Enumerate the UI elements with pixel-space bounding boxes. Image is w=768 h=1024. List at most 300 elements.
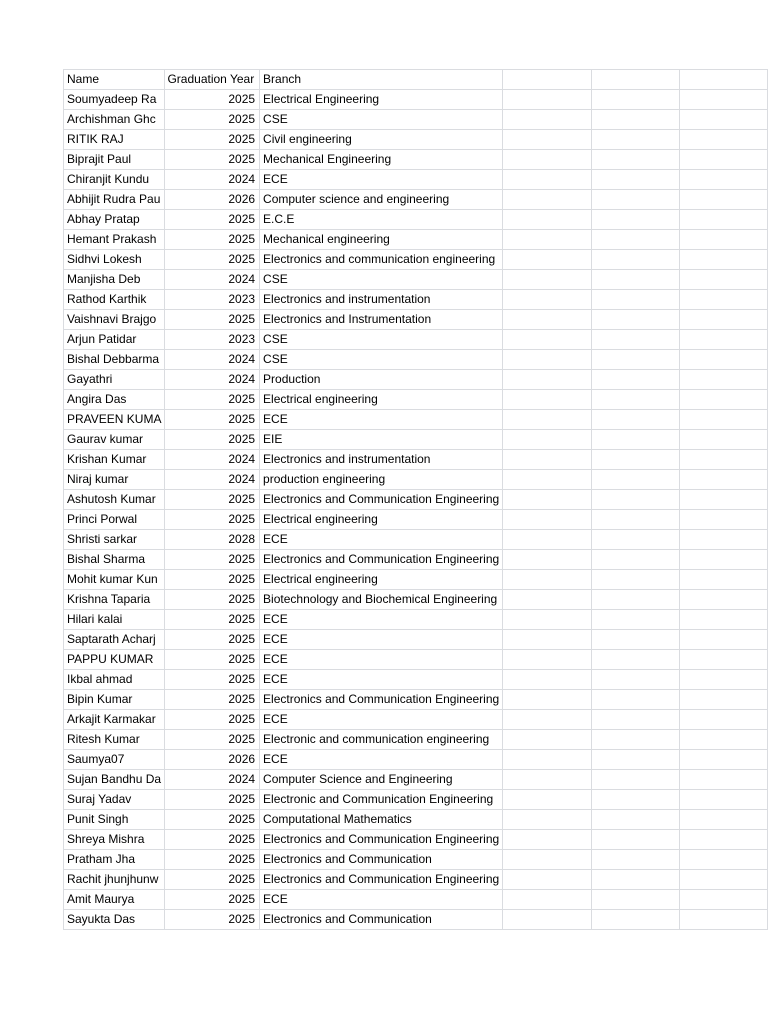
name-cell[interactable]: Ritesh Kumar [64,730,165,750]
empty-cell[interactable] [592,470,680,490]
header-branch[interactable]: Branch [260,70,503,90]
branch-cell[interactable] [260,150,503,170]
table-row [64,330,768,350]
year-cell[interactable]: 2025 [165,250,260,270]
empty-cell[interactable] [592,910,680,930]
year-cell[interactable]: 2025 [165,390,260,410]
empty-cell[interactable] [680,730,768,750]
branch-cell[interactable] [260,890,503,910]
empty-cell[interactable] [592,810,680,830]
branch-cell[interactable] [260,750,503,770]
empty-cell[interactable] [592,830,680,850]
empty-cell[interactable] [592,210,680,230]
empty-cell[interactable] [680,810,768,830]
year-cell[interactable]: 2025 [165,670,260,690]
year-cell[interactable]: 2023 [165,290,260,310]
empty-cell[interactable] [503,350,592,370]
branch-text: Electronics and communication engineering [263,252,496,266]
empty-cell[interactable] [503,470,592,490]
year-cell[interactable]: 2025 [165,610,260,630]
name-cell[interactable]: Arjun Patidar [64,330,165,350]
branch-cell[interactable] [260,630,503,650]
branch-text: Electrical engineering [263,392,378,406]
empty-cell[interactable] [503,170,592,190]
empty-cell[interactable] [592,110,680,130]
empty-cell[interactable] [503,290,592,310]
empty-cell[interactable] [680,70,768,90]
name-cell[interactable]: Ashutosh Kumar [64,490,165,510]
name-cell[interactable]: Angira Das [64,390,165,410]
empty-cell[interactable] [592,450,680,470]
empty-cell[interactable] [503,310,592,330]
branch-cell[interactable] [260,850,503,870]
empty-cell[interactable] [592,610,680,630]
empty-cell[interactable] [503,910,592,930]
year-cell[interactable]: 2026 [165,190,260,210]
empty-cell[interactable] [680,870,768,890]
branch-cell[interactable] [260,250,503,270]
empty-cell[interactable] [680,910,768,930]
empty-cell[interactable] [680,770,768,790]
year-cell[interactable]: 2025 [165,850,260,870]
empty-cell[interactable] [503,770,592,790]
year-cell[interactable]: 2025 [165,910,260,930]
year-cell[interactable]: 2025 [165,790,260,810]
empty-cell[interactable] [503,750,592,770]
branch-cell[interactable] [260,590,503,610]
year-cell[interactable]: 2025 [165,510,260,530]
empty-cell[interactable] [680,530,768,550]
branch-cell[interactable] [260,650,503,670]
name-cell[interactable]: Ikbal ahmad [64,670,165,690]
empty-cell[interactable] [503,70,592,90]
empty-cell[interactable] [503,790,592,810]
empty-cell[interactable] [592,70,680,90]
empty-cell[interactable] [680,470,768,490]
branch-cell[interactable] [260,390,503,410]
empty-cell[interactable] [503,150,592,170]
empty-cell[interactable] [592,570,680,590]
year-cell[interactable]: 2024 [165,170,260,190]
year-cell[interactable]: 2023 [165,330,260,350]
empty-cell[interactable] [592,270,680,290]
name-cell[interactable]: Rathod Karthik [64,290,165,310]
year-cell[interactable]: 2025 [165,210,260,230]
empty-cell[interactable] [592,170,680,190]
branch-cell[interactable] [260,470,503,490]
year-cell[interactable]: 2025 [165,810,260,830]
year-cell[interactable]: 2025 [165,430,260,450]
branch-cell[interactable] [260,870,503,890]
branch-cell[interactable] [260,90,503,110]
empty-cell[interactable] [503,610,592,630]
branch-text: Computer Science and Engineering [263,772,453,786]
empty-cell[interactable] [680,690,768,710]
year-cell[interactable]: 2024 [165,370,260,390]
name-cell[interactable]: Hilari kalai [64,610,165,630]
name-cell[interactable]: Shreya Mishra [64,830,165,850]
branch-cell[interactable] [260,490,503,510]
table-row [64,350,768,370]
name-cell[interactable]: Archishman Ghc [64,110,165,130]
empty-cell[interactable] [680,430,768,450]
empty-cell[interactable] [592,290,680,310]
empty-cell[interactable] [680,390,768,410]
empty-cell[interactable] [592,250,680,270]
branch-cell[interactable] [260,410,503,430]
empty-cell[interactable] [680,250,768,270]
empty-cell[interactable] [680,450,768,470]
empty-cell[interactable] [503,730,592,750]
name-cell[interactable]: Gaurav kumar [64,430,165,450]
name-cell[interactable]: Gayathri [64,370,165,390]
name-cell[interactable]: Bipin Kumar [64,690,165,710]
empty-cell[interactable] [503,490,592,510]
empty-cell[interactable] [680,850,768,870]
name-cell[interactable]: Pratham Jha [64,850,165,870]
branch-cell[interactable] [260,110,503,130]
year-cell[interactable]: 2025 [165,690,260,710]
empty-cell[interactable] [592,330,680,350]
empty-cell[interactable] [503,110,592,130]
year-cell[interactable]: 2025 [165,110,260,130]
empty-cell[interactable] [680,830,768,850]
branch-cell[interactable] [260,790,503,810]
table-row [64,230,768,250]
branch-cell[interactable] [260,550,503,570]
year-cell[interactable]: 2024 [165,450,260,470]
header-year[interactable]: Graduation Year [165,70,260,90]
table-row [64,430,768,450]
empty-cell[interactable] [503,650,592,670]
empty-cell[interactable] [680,590,768,610]
table-row [64,570,768,590]
year-cell[interactable]: 2026 [165,750,260,770]
empty-cell[interactable] [680,330,768,350]
branch-text: Mechanical Engineering [263,152,392,166]
branch-cell[interactable] [260,450,503,470]
branch-cell[interactable] [260,910,503,930]
empty-cell[interactable] [503,450,592,470]
empty-cell[interactable] [592,790,680,810]
empty-cell[interactable] [680,710,768,730]
branch-text: Electronics and Communication Engineering [263,872,500,886]
name-cell[interactable]: Niraj kumar [64,470,165,490]
empty-cell[interactable] [680,350,768,370]
empty-cell[interactable] [503,230,592,250]
name-cell[interactable]: Sujan Bandhu Da [64,770,165,790]
empty-cell[interactable] [680,370,768,390]
empty-cell[interactable] [592,870,680,890]
empty-cell[interactable] [592,410,680,430]
table-row [64,790,768,810]
empty-cell[interactable] [503,250,592,270]
empty-cell[interactable] [503,530,592,550]
branch-cell[interactable] [260,310,503,330]
year-cell[interactable]: 2025 [165,150,260,170]
empty-cell[interactable] [680,790,768,810]
empty-cell[interactable] [503,130,592,150]
table-row [64,110,768,130]
branch-cell[interactable] [260,810,503,830]
empty-cell[interactable] [503,850,592,870]
branch-cell[interactable] [260,690,503,710]
empty-cell[interactable] [503,410,592,430]
empty-cell[interactable] [503,690,592,710]
name-cell[interactable]: Vaishnavi Brajgo [64,310,165,330]
year-cell[interactable]: 2025 [165,730,260,750]
empty-cell[interactable] [680,630,768,650]
empty-cell[interactable] [680,290,768,310]
name-cell[interactable]: Bishal Debbarma [64,350,165,370]
empty-cell[interactable] [503,870,592,890]
empty-cell[interactable] [680,90,768,110]
branch-text: Electronics and instrumentation [263,292,431,306]
table-row [64,890,768,910]
empty-cell[interactable] [592,690,680,710]
empty-cell[interactable] [592,530,680,550]
year-cell[interactable]: 2028 [165,530,260,550]
year-cell[interactable]: 2025 [165,130,260,150]
year-cell[interactable]: 2025 [165,710,260,730]
empty-cell[interactable] [592,150,680,170]
empty-cell[interactable] [503,190,592,210]
empty-cell[interactable] [680,490,768,510]
branch-cell[interactable] [260,330,503,350]
empty-cell[interactable] [503,710,592,730]
branch-cell[interactable] [260,350,503,370]
empty-cell[interactable] [592,390,680,410]
year-cell[interactable]: 2025 [165,650,260,670]
year-cell[interactable]: 2025 [165,310,260,330]
empty-cell[interactable] [503,210,592,230]
year-cell[interactable]: 2025 [165,630,260,650]
name-cell[interactable]: Chiranjit Kundu [64,170,165,190]
name-cell[interactable]: Abhijit Rudra Pau [64,190,165,210]
empty-cell[interactable] [503,630,592,650]
branch-cell[interactable] [260,770,503,790]
empty-cell[interactable] [503,830,592,850]
year-cell[interactable]: 2025 [165,410,260,430]
year-cell[interactable]: 2025 [165,490,260,510]
name-cell[interactable]: Bishal Sharma [64,550,165,570]
empty-cell[interactable] [503,550,592,570]
branch-cell[interactable] [260,530,503,550]
empty-cell[interactable] [592,310,680,330]
empty-cell[interactable] [680,610,768,630]
name-cell[interactable]: Krishna Taparia [64,590,165,610]
empty-cell[interactable] [680,230,768,250]
empty-cell[interactable] [503,590,592,610]
empty-cell[interactable] [680,670,768,690]
empty-cell[interactable] [680,150,768,170]
name-cell[interactable]: Arkajit Karmakar [64,710,165,730]
branch-cell[interactable] [260,430,503,450]
empty-cell[interactable] [503,510,592,530]
branch-text: Computational Mathematics [263,812,412,826]
empty-cell[interactable] [680,110,768,130]
header-name[interactable]: Name [64,70,165,90]
year-cell[interactable]: 2025 [165,870,260,890]
empty-cell[interactable] [680,190,768,210]
table-row [64,250,768,270]
empty-cell[interactable] [592,350,680,370]
name-cell[interactable]: Amit Maurya [64,890,165,910]
empty-cell[interactable] [503,810,592,830]
empty-cell[interactable] [680,410,768,430]
branch-cell[interactable] [260,710,503,730]
name-cell[interactable]: Abhay Pratap [64,210,165,230]
name-cell[interactable]: Mohit kumar Kun [64,570,165,590]
branch-cell[interactable] [260,610,503,630]
name-cell[interactable]: PAPPU KUMAR [64,650,165,670]
empty-cell[interactable] [592,370,680,390]
empty-cell[interactable] [680,510,768,530]
empty-cell[interactable] [592,650,680,670]
name-cell[interactable]: PRAVEEN KUMA [64,410,165,430]
name-cell[interactable]: Shristi sarkar [64,530,165,550]
empty-cell[interactable] [592,510,680,530]
branch-cell[interactable] [260,270,503,290]
branch-cell[interactable] [260,670,503,690]
empty-cell[interactable] [592,490,680,510]
empty-cell[interactable] [592,230,680,250]
name-cell[interactable]: Sidhvi Lokesh [64,250,165,270]
table-row [64,770,768,790]
table-row [64,470,768,490]
empty-cell[interactable] [680,310,768,330]
branch-text: Electronics and Communication Engineering [263,692,500,706]
spreadsheet [63,69,768,930]
empty-cell[interactable] [503,90,592,110]
empty-cell[interactable] [680,550,768,570]
branch-cell[interactable] [260,510,503,530]
year-cell[interactable]: 2024 [165,350,260,370]
branch-text: Electronics and Communication [263,852,432,866]
name-cell[interactable]: RITIK RAJ [64,130,165,150]
branch-text: Electronics and Communication Engineering [263,832,500,846]
empty-cell[interactable] [592,770,680,790]
empty-cell[interactable] [503,570,592,590]
year-cell[interactable]: 2024 [165,470,260,490]
empty-cell[interactable] [680,270,768,290]
empty-cell[interactable] [680,570,768,590]
name-cell[interactable]: Manjisha Deb [64,270,165,290]
branch-cell[interactable] [260,210,503,230]
branch-text: Electronic and communication engineering [263,732,490,746]
year-cell[interactable]: 2025 [165,830,260,850]
branch-text: Computer science and engineering [263,192,450,206]
branch-text: CSE [263,272,288,286]
empty-cell[interactable] [592,630,680,650]
branch-cell[interactable] [260,570,503,590]
table-row [64,630,768,650]
branch-text: production engineering [263,472,386,486]
empty-cell[interactable] [503,390,592,410]
branch-text: CSE [263,352,288,366]
year-cell[interactable]: 2025 [165,570,260,590]
empty-cell[interactable] [592,730,680,750]
branch-cell[interactable] [260,170,503,190]
name-cell[interactable]: Sayukta Das [64,910,165,930]
empty-cell[interactable] [680,130,768,150]
year-cell[interactable]: 2025 [165,90,260,110]
branch-cell[interactable] [260,230,503,250]
empty-cell[interactable] [592,750,680,770]
branch-cell[interactable] [260,370,503,390]
branch-text: Biotechnology and Biochemical Engineering [263,592,498,606]
table-row [64,850,768,870]
name-cell[interactable]: Biprajit Paul [64,150,165,170]
empty-cell[interactable] [592,890,680,910]
empty-cell[interactable] [680,170,768,190]
empty-cell[interactable] [503,270,592,290]
branch-text: CSE [263,332,288,346]
name-cell[interactable]: Soumyadeep Ra [64,90,165,110]
branch-cell[interactable] [260,190,503,210]
empty-cell[interactable] [592,130,680,150]
branch-text: ECE [263,892,288,906]
empty-cell[interactable] [503,430,592,450]
branch-cell[interactable] [260,290,503,310]
year-cell[interactable]: 2025 [165,590,260,610]
name-cell[interactable]: Saptarath Acharj [64,630,165,650]
year-cell[interactable]: 2025 [165,890,260,910]
empty-cell[interactable] [592,90,680,110]
name-cell[interactable]: Hemant Prakash [64,230,165,250]
branch-text: ECE [263,752,288,766]
branch-cell[interactable] [260,730,503,750]
year-cell[interactable]: 2024 [165,770,260,790]
table-row [64,490,768,510]
table-row [64,170,768,190]
year-cell[interactable]: 2025 [165,230,260,250]
table-row [64,190,768,210]
empty-cell[interactable] [592,710,680,730]
empty-cell[interactable] [592,670,680,690]
year-cell[interactable]: 2024 [165,270,260,290]
year-cell[interactable]: 2025 [165,550,260,570]
empty-cell[interactable] [503,670,592,690]
empty-cell[interactable] [503,370,592,390]
table-row [64,550,768,570]
name-cell[interactable]: Saumya07 [64,750,165,770]
name-cell[interactable]: Punit Singh [64,810,165,830]
empty-cell[interactable] [592,850,680,870]
empty-cell[interactable] [592,550,680,570]
name-cell[interactable]: Krishan Kumar [64,450,165,470]
data-table [63,69,768,930]
name-cell[interactable]: Rachit jhunjhunw [64,870,165,890]
empty-cell[interactable] [592,430,680,450]
empty-cell[interactable] [680,750,768,770]
empty-cell[interactable] [503,890,592,910]
empty-cell[interactable] [592,590,680,610]
branch-text: E.C.E [263,212,295,226]
name-cell[interactable]: Suraj Yadav [64,790,165,810]
empty-cell[interactable] [592,190,680,210]
table-row [64,710,768,730]
empty-cell[interactable] [680,650,768,670]
empty-cell[interactable] [680,210,768,230]
branch-text: ECE [263,412,288,426]
branch-text: Electronic and Communication Engineering [263,792,494,806]
branch-cell[interactable] [260,130,503,150]
empty-cell[interactable] [503,330,592,350]
branch-cell[interactable] [260,830,503,850]
name-cell[interactable]: Princi Porwal [64,510,165,530]
empty-cell[interactable] [680,890,768,910]
